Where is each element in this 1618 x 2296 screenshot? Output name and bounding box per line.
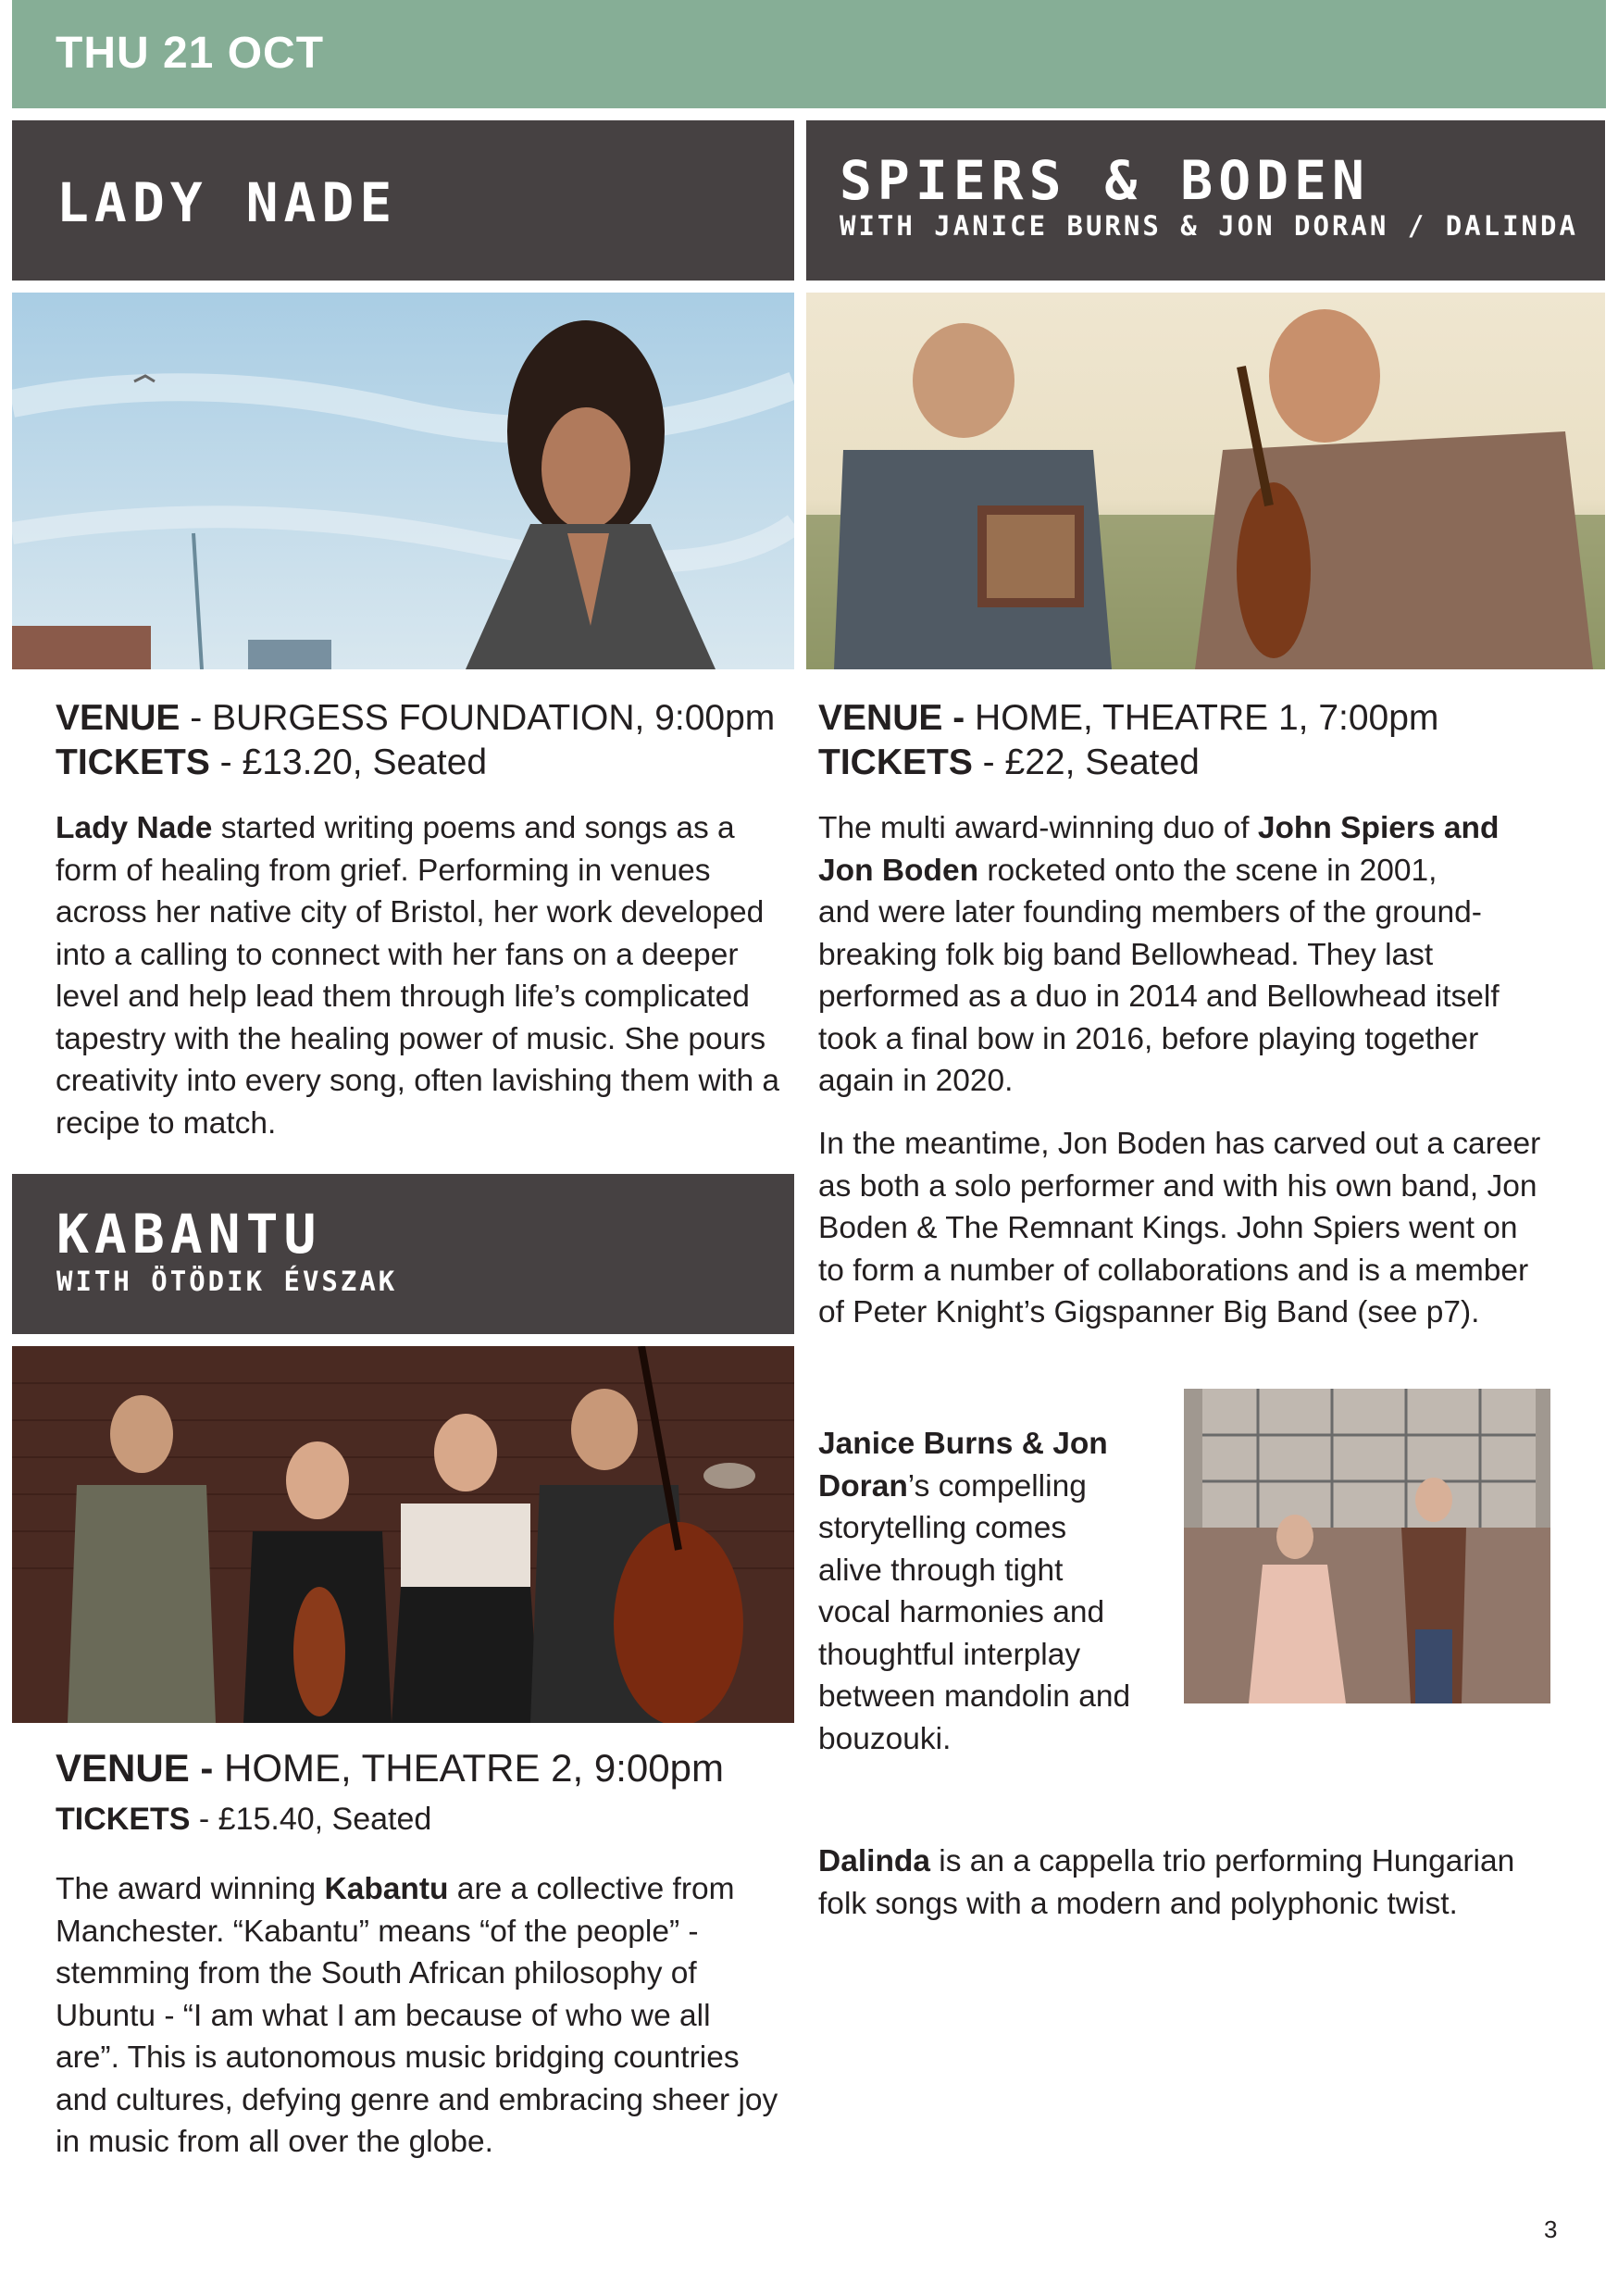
artist-name: John Spiers and: [1257, 811, 1500, 845]
text-line: between mandolin and: [818, 1679, 1131, 1714]
text-line: storytelling comes: [818, 1511, 1067, 1545]
text-line: folk songs with a modern and polyphonic twist.: [818, 1886, 1458, 1921]
lady-nade-venue: VENUE - BURGESS FOUNDATION, 9:00pm: [56, 698, 776, 738]
text-line: across her native city of Bristol, her work developed: [56, 895, 765, 930]
janice-jon-photo: [1184, 1389, 1550, 1703]
text-line: performed as a duo in 2014 and Bellowhead itself: [818, 980, 1500, 1014]
text-line: The award winning: [56, 1872, 325, 1906]
text-line: thoughtful interplay: [818, 1637, 1081, 1672]
text-line: vocal harmonies and: [818, 1595, 1105, 1629]
tickets-value: £22, Seated: [1004, 742, 1200, 782]
tickets-value: £13.20, Seated: [242, 742, 488, 782]
spiers-boden-paragraph-1: [818, 807, 1596, 1103]
lady-nade-title-box: [12, 120, 794, 281]
text-line: again in 2020.: [818, 1064, 1014, 1098]
artist-name: Dalinda: [818, 1844, 930, 1878]
text-line: and cultures, defying genre and embracing sheer joy: [56, 2082, 778, 2117]
lady-nade-title: LADY NADE: [56, 171, 398, 234]
text-line: in music from all over the globe.: [56, 2125, 493, 2159]
artist-name: Janice Burns & Jon: [818, 1427, 1108, 1461]
text-line: as both a solo performer and with his own band, Jon: [818, 1168, 1537, 1204]
kabantu-title: KABANTU: [56, 1203, 322, 1266]
lady-nade-photo: [12, 293, 794, 669]
dalinda-description: [818, 1841, 1596, 1925]
text-line: took a final bow in 2016, before playing together: [818, 1021, 1479, 1056]
artist-name: Kabantu: [324, 1872, 449, 1906]
spiers-boden-title-box: [806, 120, 1605, 281]
artist-name: Doran: [818, 1468, 908, 1504]
text-line: are a collective from: [448, 1872, 735, 1906]
text-line: Manchester. “Kabantu” means “of the people” -: [56, 1914, 699, 1949]
kabantu-title-box: [12, 1174, 794, 1334]
spiers-boden-venue: VENUE - HOME, THEATRE 1, 7:00pm: [818, 698, 1439, 738]
text-line: rocketed onto the scene in 2001,: [978, 853, 1438, 888]
lady-nade-description: [56, 807, 796, 1144]
text-line: is an a cappella trio performing Hungarian: [930, 1844, 1515, 1878]
spiers-boden-tickets: TICKETS - £22, Seated: [818, 742, 1200, 782]
kabantu-venue: [56, 1746, 724, 1791]
date-banner: [12, 0, 1606, 108]
text-line: breaking folk big band Bellowhead. They last: [818, 937, 1434, 972]
janice-jon-description: [818, 1423, 1170, 1760]
text-line: level and help lead them through life’s complicated: [56, 980, 750, 1014]
text-line: tapestry with the healing power of music. She pours: [56, 1021, 766, 1056]
text-line: started writing poems and songs as a: [212, 811, 735, 845]
text-line: and were later founding members of the ground-: [818, 895, 1482, 930]
venue-value: HOME, THEATRE 1, 7:00pm: [975, 698, 1439, 738]
kabantu-description: [56, 1868, 796, 2164]
venue-value: BURGESS FOUNDATION, 9:00pm: [212, 698, 776, 738]
text-line: ’s compelling: [907, 1468, 1087, 1504]
tickets-label: TICKETS: [818, 742, 973, 782]
artist-name: Jon Boden: [818, 853, 979, 888]
text-line: Boden & The Remnant Kings. John Spiers went on: [818, 1211, 1518, 1245]
tickets-label: TICKETS: [56, 1802, 191, 1837]
lady-nade-tickets: TICKETS - £13.20, Seated: [56, 742, 488, 782]
page-number: 3: [1544, 2215, 1558, 2243]
spiers-boden-paragraph-2: [818, 1123, 1596, 1334]
venue-label: VENUE -: [56, 1746, 214, 1790]
text-line: bouzouki.: [818, 1721, 952, 1756]
kabantu-photo: [12, 1346, 794, 1723]
text-line: stemming from the South African philosophy of: [56, 1956, 697, 1990]
text-line: of Peter Knight’s Gigspanner Big Band (see p7).: [818, 1295, 1480, 1329]
text-line: creativity into every song, often lavishing them with a: [56, 1064, 780, 1098]
venue-value: HOME, THEATRE 2, 9:00pm: [213, 1746, 724, 1790]
text-line: to form a number of collaborations and is a member: [818, 1253, 1529, 1288]
lady-nade-name: Lady Nade: [56, 811, 213, 845]
venue-label: VENUE: [56, 698, 180, 738]
text-line: form of healing from grief. Performing in venues: [56, 853, 711, 888]
text-line: In the meantime, Jon Boden has carved out a career: [818, 1127, 1541, 1161]
spiers-boden-subtitle: WITH JANICE BURNS & JON DORAN / DALINDA: [840, 210, 1578, 242]
tickets-value: £15.40, Seated: [218, 1802, 432, 1837]
kabantu-subtitle: WITH ÖTÖDIK ÉVSZAK: [56, 1266, 398, 1297]
tickets-label: TICKETS: [56, 742, 210, 782]
date-label: THU 21 OCT: [56, 29, 325, 78]
text-line: alive through tight: [818, 1553, 1064, 1588]
venue-label: VENUE: [818, 698, 943, 738]
spiers-boden-title: SPIERS & BODEN: [840, 149, 1370, 212]
spiers-boden-photo: [806, 293, 1605, 669]
kabantu-tickets: TICKETS - £15.40, Seated: [56, 1802, 432, 1837]
text-line: recipe to match.: [56, 1105, 277, 1141]
text-line: Ubuntu - “I am what I am because of who we all: [56, 1998, 711, 2033]
text-line: The multi award-winning duo of: [818, 811, 1258, 845]
text-line: are”. This is autonomous music bridging countries: [56, 2040, 740, 2075]
text-line: into a calling to connect with her fans on a deeper: [56, 937, 739, 972]
